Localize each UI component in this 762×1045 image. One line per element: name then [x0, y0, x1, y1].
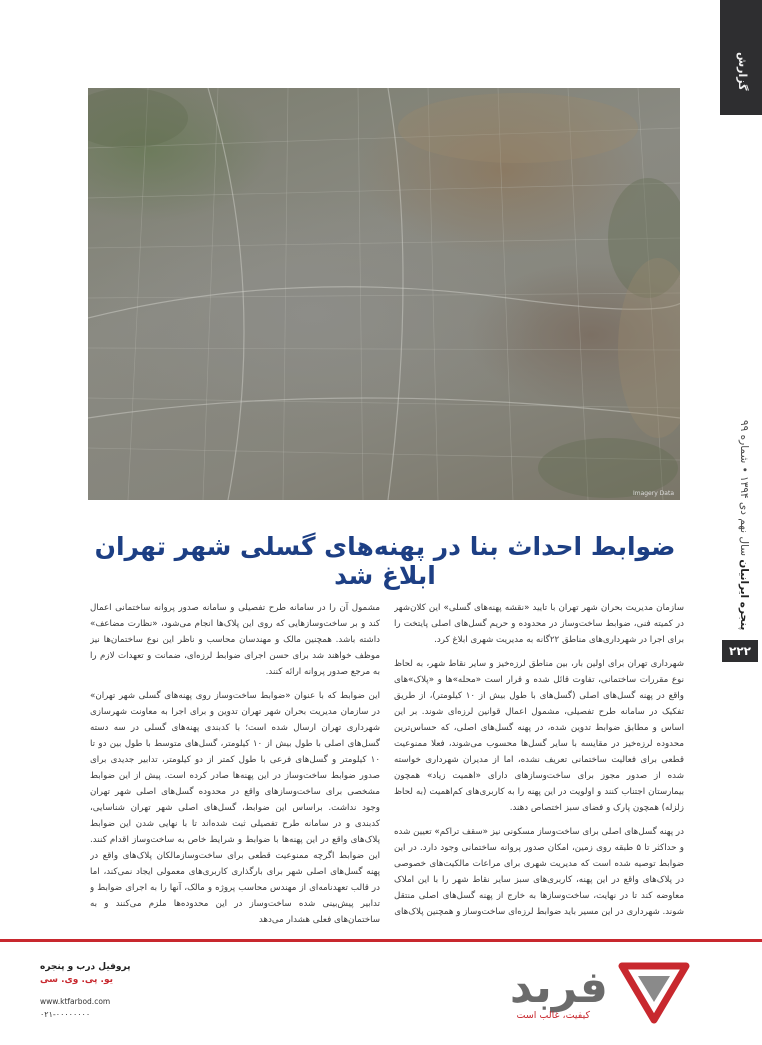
- paragraph: شهرداری تهران برای اولین بار، بین مناطق لرزه‌خیز و سایر نقاط شهر، به لحاظ نوع مقررات ساختمانی، تفاوت قائل شده و قرار است «محله»ها و «پلاک»های واقع در پهنه گسل‌های اصلی (گسل‌های با طول بیش از ۱۰ کیلومتر)، از طریق تفکیک در سامانه طرح تفصیلی، مشمول اعمال قوانین لرزه‌ای شوند. بر این اساس و مطابق ضوابط تدوین شده، در پهنه گسل‌های اصلی، که حساس‌ترین محدوده لرزه‌خیز در مقایسه با سایر گسل‌ها محسوب می‌شوند، فعلا ممنوعیت قطعی برای فعالیت ساختمانی تعریف نشده، اما از مدیران شهرداری خواسته شده از صدور مجوز برای ساخت‌وسازهای دارای «اهمیت زیاد» همچون بیمارستان اجتناب کنند و اولویت در این پهنه را به کاربری‌های کم‌اهمیت (به لحاظ زلزله) همچون پارک و فضای سبز اختصاص دهند.: [394, 659, 684, 813]
- ad-product-line: پروفیل درب و پنجره: [40, 962, 131, 972]
- section-tab-label: گزارش: [736, 52, 749, 91]
- map-credit: Imagery Data: [632, 490, 674, 497]
- brand-name: فربد: [509, 962, 608, 1013]
- paragraph: سازمان مدیریت بحران شهر تهران با تایید «نقشه پهنه‌های گسلی» این کلان‌شهر در کمیته فنی، ضوابط ساخت‌وساز در محدوده و حریم گسل‌های اصلی پایتخت را برای اجرا در شهرداری‌های مناطق ۲۲گانه به مدیریت شهری ابلاغ کرد.: [394, 603, 684, 645]
- issue-info: سال نهم دی ۱۳۹۴ • شماره ۹۹: [738, 420, 750, 556]
- paragraph: در پهنه گسل‌های اصلی برای ساخت‌وساز مسکونی نیز «سقف تراکم» تعیین شده و حداکثر تا ۵ طبقه روی زمین، امکان صدور پروانه ساختمانی وجود دارد. در این ضوابط توصیه شده است که مدیریت شهری برای مراعات مالکیت‌های خصوصی در پلاک‌های واقع در این پهنه، کاربری‌های سبز سایر نقاط شهر را با این املاک معاوضه کند تا در نهایت، ساخت‌وسازها به خارج از پهنه گسل‌های اصلی منتقل شوند. شهرداری در این مسیر باید ضوابط لرزه‌ای ساخت‌وساز و همچنین پلاک‌های: [394, 827, 684, 917]
- magazine-title: پنجره ایرانیان: [738, 559, 750, 631]
- article-column-right: [394, 600, 684, 930]
- ad-website[interactable]: www.ktfarbod.com: [40, 997, 111, 1006]
- ad-contact-block: [40, 962, 180, 1019]
- paragraph: این ضوابط که با عنوان «ضوابط ساخت‌وساز روی پهنه‌های گسلی شهر تهران» در سازمان مدیریت بحران شهر تهران تدوین و برای اجرا به معاونت شهرسازی شهرداری تهران ارسال شده است؛ با کدبندی پهنه‌های گسلی در سه دسته گسل‌های اصلی با طول بیش از ۱۰ کیلومتر، گسل‌های متوسط با طول بین دو تا ۱۰ کیلومتر و گسل‌های فرعی با طول کمتر از دو کیلومتر، تدابیر جدیدی برای صدور ضوابط ساخت‌وساز در این پهنه‌ها صادر کرده است. پیش از این ضوابط مشخصی برای ساخت‌وسازهای واقع در محدوده گسل‌های اصلی شهر تهران وجود نداشت. براساس این ضوابط، گسل‌های اصلی شهر تهران شناسایی، کدبندی و در سامانه طرح تفصیلی ثبت شده‌اند تا با نهایی شدن این ضوابط پلاک‌های واقع در این پهنه‌ها با ضوابط و شرایط خاص به ساخت‌وساز اقدام کنند. این ضوابط اگرچه ممنوعیت قطعی برای ساخت‌وسازمالکان پلاک‌های واقع در پهنه گسل‌های اصلی شهر برای بارگذاری کاربری‌های معمولی ایجاد نمی‌کند، اما در قالب تعهدنامه‌ای از مهندس محاسب پروژه و مالک، آنها را به اجرای ضوابط و تدابیر پیش‌بینی شده ساخت‌وساز در این محدوده‌ها ملزم می‌کنند و به ساختمان‌های فعلی هشدار می‌دهد: [90, 691, 380, 925]
- paragraph: مشمول آن را در سامانه طرح تفصیلی و سامانه صدور پروانه ساختمانی اعمال کند و بر ساخت‌وسازهایی که روی این پلاک‌ها انجام می‌شود، «نظارت مضاعف» داشته باشد. همچنین مالک و مهندسان محاسب و ناظر این نوع ساختمان‌ها نیز موظف خواهند شد برای حسن اجرای ضوابط لرزه‌ای، ضمانت و تعهدات لازم را به مرجع صدور پروانه ارائه کنند.: [90, 603, 380, 677]
- section-tab: [720, 0, 762, 115]
- brand-block: [440, 960, 700, 1030]
- article-column-left: [90, 600, 380, 930]
- brand-logo-icon: [616, 962, 692, 1024]
- article-headline: ضوابط احداث بنا در پهنه‌های گسلی شهر تهران ابلاغ شد: [94, 532, 676, 590]
- magazine-info: [738, 420, 750, 640]
- ad-phone: ۰۲۱-۰۰۰۰۰۰۰۰: [40, 1010, 91, 1019]
- ad-material-line: یو. پی. وی. سی: [40, 975, 113, 985]
- satellite-map-image: [88, 88, 680, 500]
- map-street-texture: [88, 88, 680, 500]
- page-number: ۲۲۲: [722, 640, 758, 662]
- brand-tagline: کیفیت، غالب است: [516, 1010, 590, 1021]
